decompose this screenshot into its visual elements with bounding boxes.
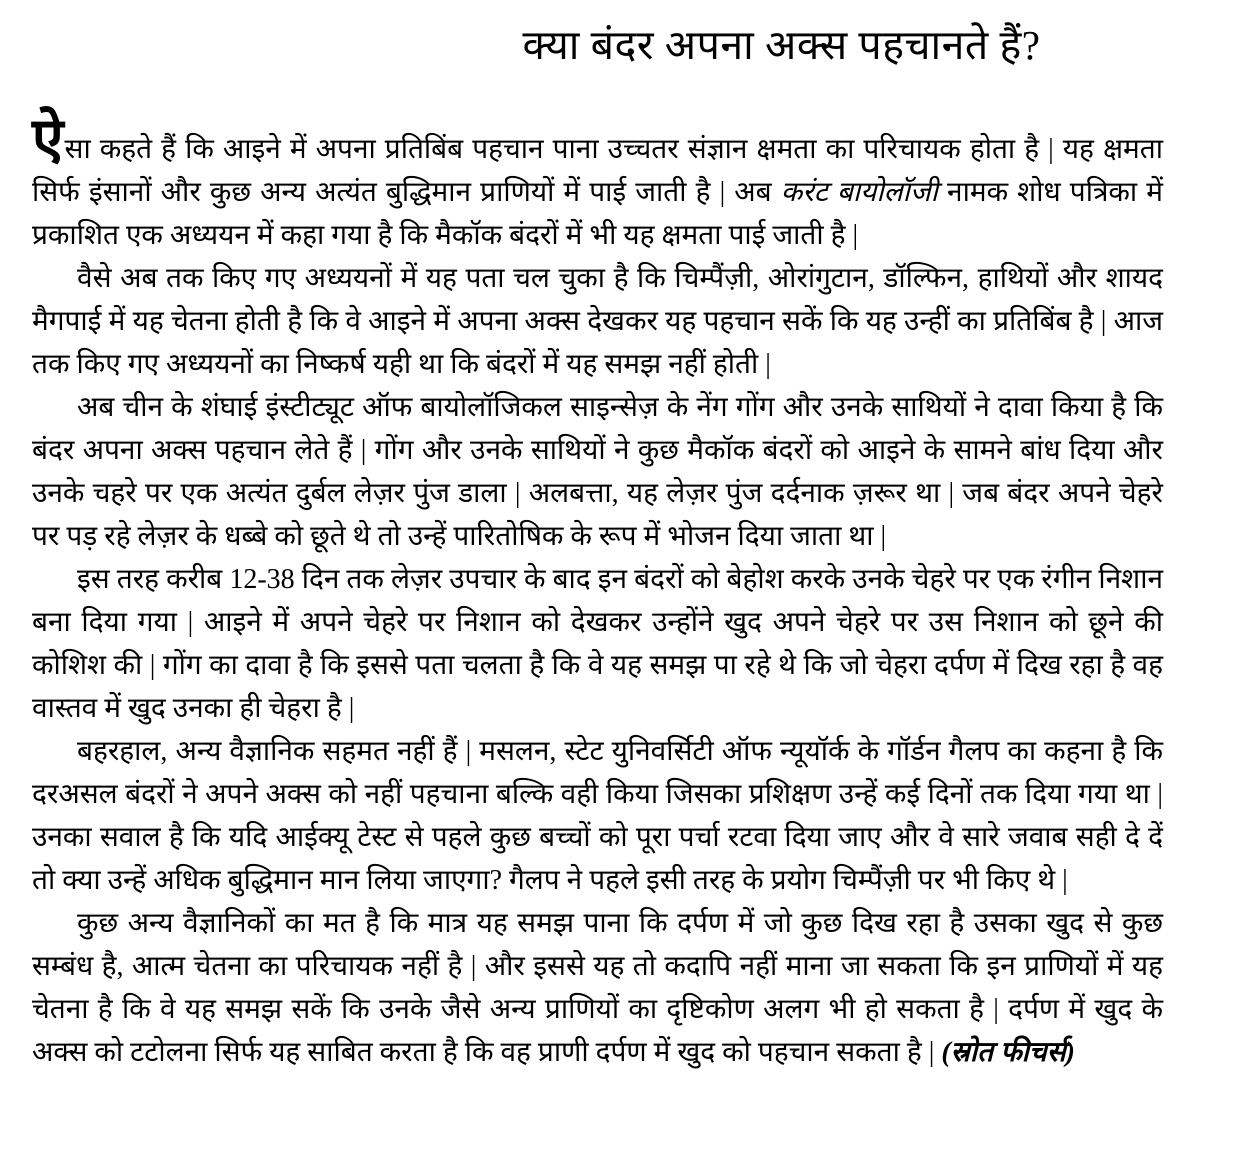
text-segment: अब चीन के शंघाई इंस्टीट्यूट ऑफ बायोलॉजिकल साइन्सेज़ के नेंग गोंग और उनके साथियों ने दावा किया है कि बंदर अपना अक्स पहचान लेते हैं | गोंग और उनके साथियों ने कुछ मैकॉक बंदरों को आइने के सामने बांध दिया और उनके चहरे पर एक अत्यंत दुर्बल लेज़र पुंज डाला | अलबत्ता, यह लेज़र पुंज दर्दनाक ज़रूर था | जब बंदर अपने चेहरे पर पड़ रहे लेज़र के धब्बे को छूते थे तो उन्हें पारितोषिक के रूप में भोजन दिया जाता था | — [32, 392, 1163, 552]
text-segment: कुछ अन्य वैज्ञानिकों का मत है कि मात्र यह समझ पाना कि दर्पण में जो कुछ दिख रहा है उसका खुद से कुछ सम्बंध है, आत्म चेतना का परिचायक नहीं है | और इससे यह तो कदापि नहीं माना जा सकता कि इन प्राणियों में यह चेतना है कि वे यह समझ सकें कि उनके जैसे अन्य प्राणियों का दृष्टिकोण अलग भी हो सकता है | दर्पण में खुद के अक्स को टटोलना सिर्फ यह साबित करता है कि वह प्राणी दर्पण में खुद को पहचान सकता है | — [32, 908, 1163, 1068]
paragraph — [32, 108, 1163, 257]
article-body — [32, 108, 1163, 1074]
dropcap-letter: ऐ — [32, 108, 65, 171]
paragraph — [32, 902, 1163, 1074]
text-segment: (स्रोत फीचर्स) — [941, 1037, 1075, 1068]
text-segment: वैसे अब तक किए गए अध्ययनों में यह पता चल चुका है कि चिम्पैंज़ी, ओरांगुटान, डॉल्फिन, हाथियों और शायद मैगपाई में यह चेतना होती है कि वे आइने में अपना अक्स देखकर यह पहचान सकें कि यह उन्हीं का प्रतिबिंब है | आज तक किए गए अध्ययनों का निष्कर्ष यही था कि बंदरों में यह समझ नहीं होती | — [32, 263, 1163, 380]
paragraph — [32, 558, 1163, 730]
paragraph — [32, 730, 1163, 902]
text-segment: इस तरह करीब 12-38 दिन तक लेज़र उपचार के बाद इन बंदरों को बेहोश करके उनके चेहरे पर एक रंगीन निशान बना दिया गया | आइने में अपने चेहरे पर निशान को देखकर उन्होंने खुद अपने चेहरे पर उस निशान को छूने की कोशिश की | गोंग का दावा है कि इससे पता चलता है कि वे यह समझ पा रहे थे कि जो चेहरा दर्पण में दिख रहा है वह वास्तव में खुद उनका ही चेहरा है | — [32, 564, 1163, 724]
text-segment: नामक शोध पत्रिका में प्रकाशित एक अध्ययन में कहा गया है कि मैकॉक बंदरों में भी यह क्षमता पाई जाती है | — [32, 177, 1163, 251]
article-title: क्या बंदर अपना अक्स पहचानते हैं? — [522, 22, 1041, 68]
text-segment: करंट बायोलॉजी — [780, 177, 938, 208]
paragraph — [32, 386, 1163, 558]
paragraph — [32, 257, 1163, 386]
text-segment: सा कहते हैं कि आइने में अपना प्रतिबिंब पहचान पाना उच्चतर संज्ञान क्षमता का परिचायक होता है | यह क्षमता सिर्फ इंसानों और कुछ अन्य अत्यंत बुद्धिमान प्राणियों में पाई जाती है | अब — [32, 134, 1163, 208]
text-segment: बहरहाल, अन्य वैज्ञानिक सहमत नहीं हैं | मसलन, स्टेट युनिवर्सिटी ऑफ न्यूयॉर्क के गॉर्डन गैलप का कहना है कि दरअसल बंदरों ने अपने अक्स को नहीं पहचाना बल्कि वही किया जिसका प्रशिक्षण उन्हें कई दिनों तक दिया गया था | उनका सवाल है कि यदि आईक्यू टेस्ट से पहले कुछ बच्चों को पूरा पर्चा रटवा दिया जाए और वे सारे जवाब सही दे दें तो क्या उन्हें अधिक बुद्धिमान मान लिया जाएगा? गैलप ने पहले इसी तरह के प्रयोग चिम्पैंज़ी पर भी किए थे | — [32, 736, 1163, 896]
